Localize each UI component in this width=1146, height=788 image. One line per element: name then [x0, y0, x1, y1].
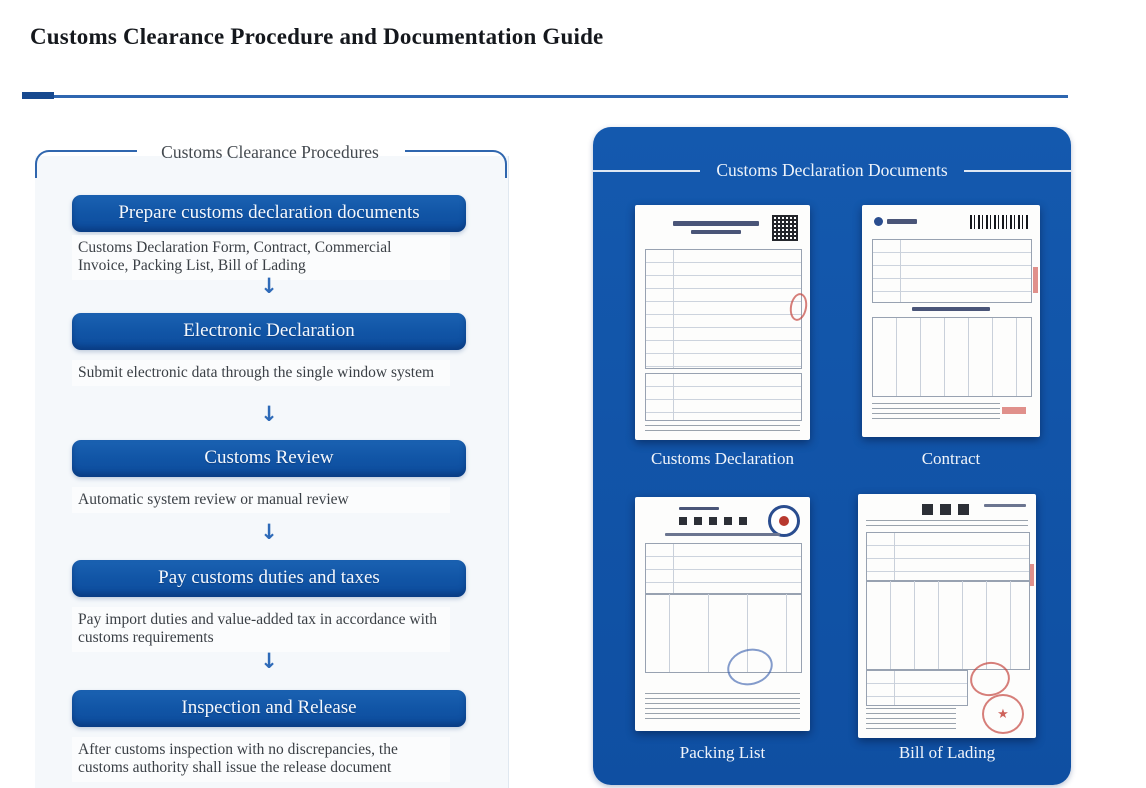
section-heading-text: [912, 307, 990, 311]
qr-code-icon: [772, 215, 798, 241]
down-arrow-icon: ↓: [260, 520, 278, 544]
fine-print: [645, 693, 800, 719]
items-table: [872, 317, 1032, 397]
documents-panel-title: Customs Declaration Documents: [716, 160, 948, 180]
step-box-inspection-release: Inspection and Release: [72, 690, 466, 727]
step-box-electronic-declaration: Electronic Declaration: [72, 313, 466, 350]
doc-number-text: [984, 504, 1026, 507]
procedures-title: Customs Clearance Procedures: [161, 142, 379, 162]
doc-number-text: [679, 507, 719, 510]
document-thumbnail-contract: [862, 205, 1040, 437]
step-box-pay-duties: Pay customs duties and taxes: [72, 560, 466, 597]
step-box-prepare-documents: Prepare customs declaration documents: [72, 195, 466, 232]
doc-title-glyphs: [898, 504, 993, 515]
step-description: Pay import duties and value-added tax in accordance with customs requirements: [72, 607, 450, 652]
step-description: Automatic system review or manual review: [72, 487, 450, 513]
step-description: Customs Declaration Form, Contract, Commercial Invoice, Packing List, Bill of Lading: [72, 235, 450, 280]
down-arrow-icon: ↓: [260, 402, 278, 426]
form-table: [645, 373, 802, 421]
form-table: [872, 239, 1032, 303]
barcode-icon: [970, 215, 1030, 229]
document-thumbnail-bill-of-lading: [858, 494, 1036, 738]
items-table: [866, 580, 1030, 670]
document-caption: Customs Declaration: [650, 449, 795, 468]
step-box-customs-review: Customs Review: [72, 440, 466, 477]
document-thumbnail-customs-declaration: [635, 205, 810, 440]
red-star-stamp-icon: [982, 694, 1024, 734]
document-caption: Bill of Lading: [898, 743, 996, 762]
red-side-note: [1033, 267, 1038, 293]
document-caption: Contract: [921, 449, 981, 468]
documents-panel: [593, 127, 1071, 785]
form-title-text: [673, 221, 759, 226]
fine-print: [872, 403, 1000, 419]
title-divider-line: [22, 95, 1068, 98]
doc-subtitle-text: [665, 533, 780, 536]
page-title: Customs Clearance Procedure and Documentation Guide: [30, 24, 604, 49]
company-name-text: [887, 219, 917, 224]
form-table: [645, 249, 802, 369]
step-description: After customs inspection with no discrepancies, the customs authority shall issue the release document: [72, 737, 450, 782]
title-rule-left: [593, 170, 700, 172]
step-description: Submit electronic data through the single window system: [72, 360, 450, 386]
star-icon: ★: [997, 706, 1009, 721]
down-arrow-icon: ↓: [260, 274, 278, 298]
down-arrow-icon: ↓: [260, 649, 278, 673]
red-stamp-text: [1002, 407, 1026, 414]
document-thumbnail-packing-list: [635, 497, 810, 731]
items-table: [645, 593, 802, 673]
document-caption: Packing List: [679, 743, 766, 762]
red-side-note: [1030, 564, 1034, 586]
title-rule-right: [964, 170, 1071, 172]
doc-title-glyphs: [665, 517, 760, 525]
sub-table: [866, 670, 968, 706]
header-table: [645, 543, 802, 595]
header-info-lines: [866, 520, 1028, 529]
header-table: [866, 532, 1030, 582]
form-subtitle-text: [691, 230, 741, 234]
documents-panel-header: [593, 160, 1071, 181]
fine-print: [645, 425, 800, 434]
title-divider-accent: [22, 92, 54, 99]
company-logo-icon: [874, 217, 883, 226]
fine-print: [866, 708, 956, 730]
